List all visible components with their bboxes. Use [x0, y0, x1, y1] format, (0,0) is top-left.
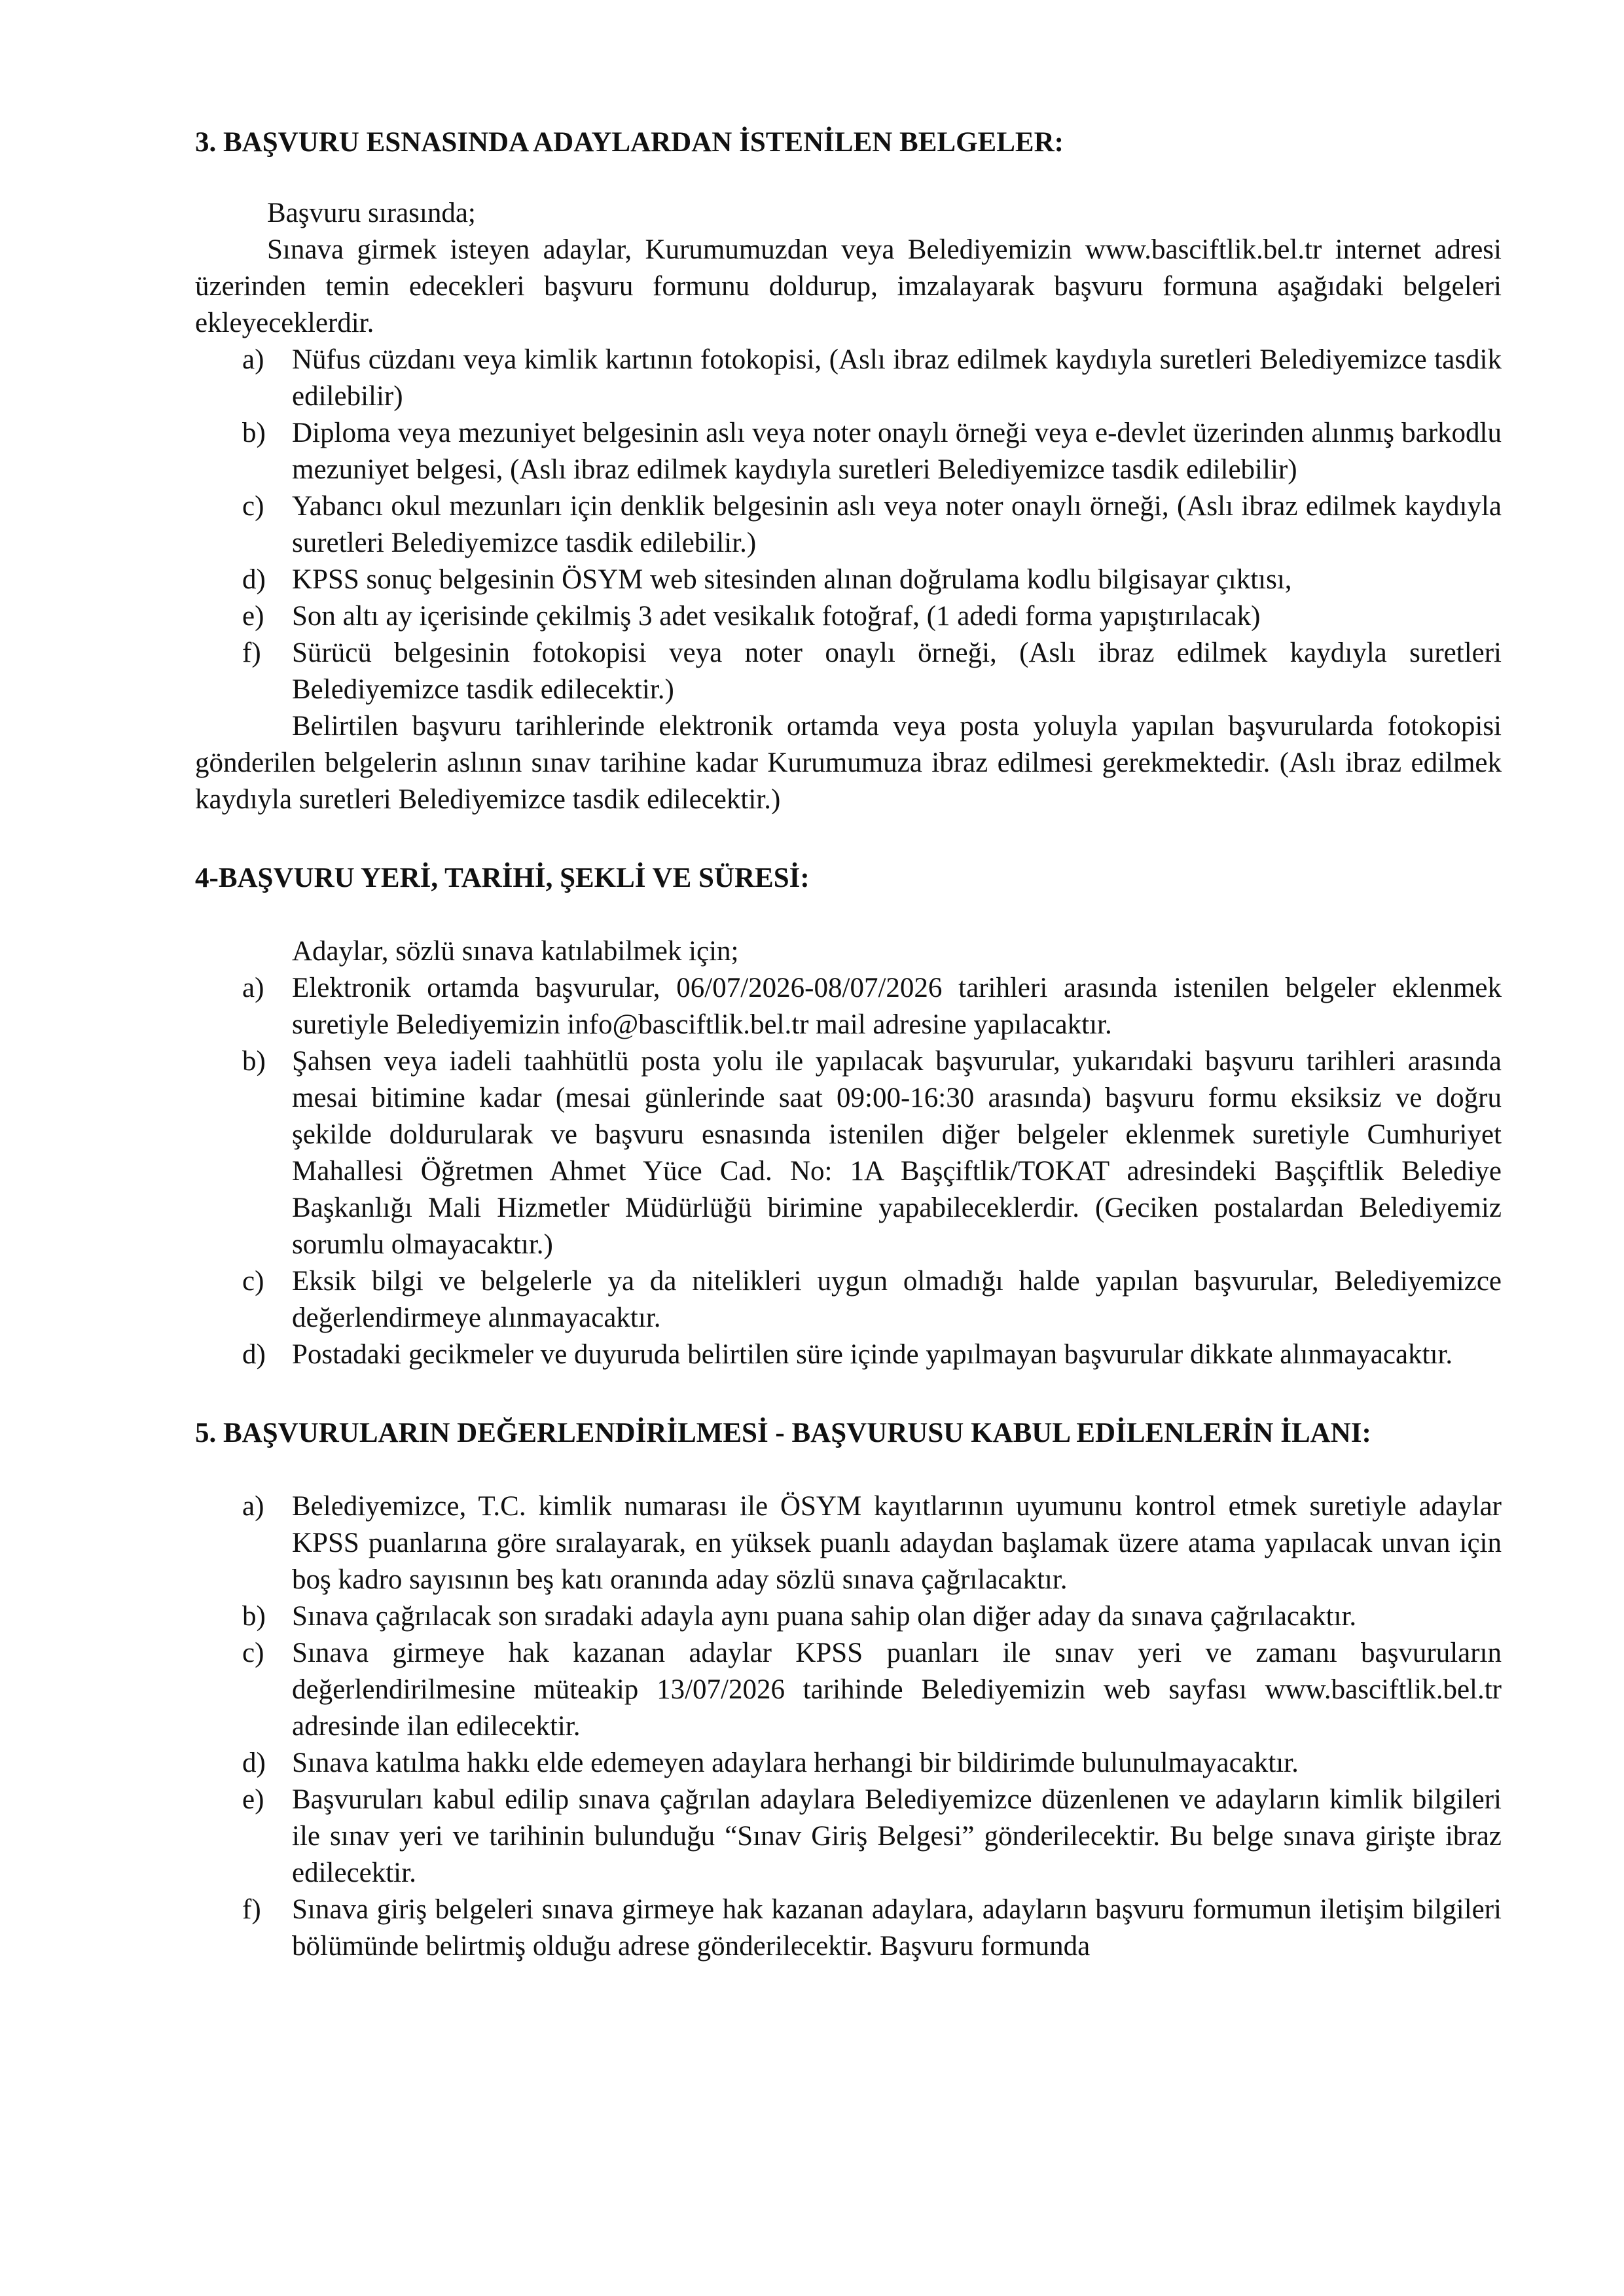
list-item-marker: f) — [242, 1894, 261, 1925]
list-item-text: Nüfus cüzdanı veya kimlik kartının fotokopisi, (Aslı ibraz edilmek kaydıyla suretleri Belediyemizce tasdik edilebilir) — [292, 344, 1502, 412]
list-item-marker: c) — [242, 1266, 264, 1297]
list-item-marker: d) — [242, 1748, 266, 1778]
section-5-list — [195, 1488, 1502, 1965]
list-item — [195, 562, 1502, 598]
list-item — [195, 598, 1502, 635]
list-item-marker: d) — [242, 1339, 266, 1370]
section-4-intro: Adaylar, sözlü sınava katılabilmek için; — [292, 936, 739, 967]
list-item-text: Elektronik ortamda başvurular, 06/07/2026-08/07/2026 tarihleri arasında istenilen belgeler eklenmek suretiyle Belediyemizin info@basciftlik.bel.tr mail adresine yapılacaktır. — [292, 973, 1502, 1040]
section-4 — [195, 860, 1502, 1373]
section-3-paragraph: Sınava girmek isteyen adaylar, Kurumumuzdan veya Belediyemizin www.basciftlik.bel.tr internet adresi üzerinden temin edecekleri başvuru formunu doldurup, imzalayarak başvuru formuna aşağıdaki belgeleri ekleyeceklerdir. — [195, 234, 1502, 338]
list-item-marker: a) — [242, 1491, 264, 1522]
list-item-text: Başvuruları kabul edilip sınava çağrılan adaylara Belediyemizce düzenlenen ve adayların kimlik bilgileri ile sınav yeri ve tarihinin bulunduğu “Sınav Giriş Belgesi” gönderilecektir. Bu belge sınava girişte ibraz edilecektir. — [292, 1784, 1502, 1888]
section-5-title: 5. BAŞVURULARIN DEĞERLENDİRİLMESİ - BAŞVURUSU KABUL EDİLENLERİN İLANI: — [195, 1418, 1371, 1448]
list-item-marker: e) — [242, 1784, 264, 1815]
list-item-text: Diploma veya mezuniyet belgesinin aslı veya noter onaylı örneği veya e-devlet üzerinden alınmış barkodlu mezuniyet belgesi, (Aslı ibraz edilmek kaydıyla suretleri Belediyemizce tasdik edilebilir) — [292, 418, 1502, 485]
section-3 — [195, 124, 1502, 818]
list-item — [195, 1488, 1502, 1598]
section-5 — [195, 1415, 1502, 1965]
list-item-marker: f) — [242, 637, 261, 668]
list-item-marker: b) — [242, 418, 266, 448]
section-3-title: 3. BAŞVURU ESNASINDA ADAYLARDAN İSTENİLEN BELGELER: — [195, 127, 1064, 158]
list-item — [195, 1635, 1502, 1745]
section-4-list — [195, 970, 1502, 1373]
list-item-text: Yabancı okul mezunları için denklik belgesinin aslı veya noter onaylı örneği, (Aslı ibraz edilmek kaydıyla suretleri Belediyemizce tasdik edilebilir.) — [292, 491, 1502, 558]
list-item-marker: a) — [242, 973, 264, 1003]
list-item-text: Sınava çağrılacak son sıradaki adayla aynı puana sahip olan diğer aday da sınava çağrılacaktır. — [292, 1601, 1357, 1632]
list-item — [195, 1598, 1502, 1635]
list-item-text: Sınava girmeye hak kazanan adaylar KPSS puanları ile sınav yeri ve zamanı başvuruların değerlendirilmesine müteakip 13/07/2026 tarihinde Belediyemizin web sayfası www.basciftlik.bel.tr adresinde ilan edilecektir. — [292, 1638, 1502, 1742]
list-item-marker: c) — [242, 1638, 264, 1668]
list-item-text: KPSS sonuç belgesinin ÖSYM web sitesinden alınan doğrulama kodlu bilgisayar çıktısı, — [292, 564, 1292, 595]
section-3-closing: Belirtilen başvuru tarihlerinde elektronik ortamda veya posta yoluyla yapılan başvurularda fotokopisi gönderilen belgelerin aslının sınav tarihine kadar Kurumumuza ibraz edilmesi gerekmektedir. (Aslı ibraz edilmek kaydıyla suretleri Belediyemizce tasdik edilecektir.) — [195, 711, 1502, 815]
list-item-marker: a) — [242, 344, 264, 375]
list-item — [195, 635, 1502, 708]
list-item-text: Sınava giriş belgeleri sınava girmeye hak kazanan adaylara, adayların başvuru formumun iletişim bilgileri bölümünde belirtmiş olduğu adrese gönderilecektir. Başvuru formunda — [292, 1894, 1502, 1962]
list-item — [195, 1263, 1502, 1336]
list-item — [195, 1892, 1502, 1965]
section-4-title: 4-BAŞVURU YERİ, TARİHİ, ŞEKLİ VE SÜRESİ: — [195, 863, 810, 893]
list-item — [195, 342, 1502, 415]
list-item-text: Son altı ay içerisinde çekilmiş 3 adet vesikalık fotoğraf, (1 adedi forma yapıştırılacak) — [292, 601, 1261, 632]
list-item — [195, 488, 1502, 562]
list-item-marker: b) — [242, 1046, 266, 1077]
list-item-text: Şahsen veya iadeli taahhütlü posta yolu ile yapılacak başvurular, yukarıdaki başvuru tarihleri arasında mesai bitimine kadar (mesai günlerinde saat 09:00-16:30 arasında) başvuru formu eksiksiz ve doğru şekilde doldurularak ve başvuru esnasında istenilen diğer belgeler eklenmek suretiyle Cumhuriyet Mahallesi Öğretmen Ahmet Yüce Cad. No: 1A Başçiftlik/TOKAT adresindeki Başçiftlik Belediye Başkanlığı Mali Hizmetler Müdürlüğü birimine yapabileceklerdir. (Geciken postalardan Belediyemiz sorumlu olmayacaktır.) — [292, 1046, 1502, 1260]
list-item-text: Sürücü belgesinin fotokopisi veya noter onaylı örneği, (Aslı ibraz edilmek kaydıyla suretleri Belediyemizce tasdik edilecektir.) — [292, 637, 1502, 705]
section-3-intro: Başvuru sırasında; — [267, 198, 476, 228]
list-item-marker: c) — [242, 491, 264, 522]
list-item — [195, 1336, 1502, 1373]
list-item-marker: d) — [242, 564, 266, 595]
list-item — [195, 1782, 1502, 1892]
list-item-text: Postadaki gecikmeler ve duyuruda belirtilen süre içinde yapılmayan başvurular dikkate alınmayacaktır. — [292, 1339, 1453, 1370]
list-item-text: Sınava katılma hakkı elde edemeyen adaylara herhangi bir bildirimde bulunulmayacaktır. — [292, 1748, 1299, 1778]
list-item-text: Belediyemizce, T.C. kimlik numarası ile ÖSYM kayıtlarının uyumunu kontrol etmek suretiyle adaylar KPSS puanlarına göre sıralayarak, en yüksek puanlı adaydan başlamak üzere atama yapılacak unvan için boş kadro sayısının beş katı oranında aday sözlü sınava çağrılacaktır. — [292, 1491, 1502, 1595]
list-item — [195, 1745, 1502, 1782]
section-3-list — [195, 342, 1502, 708]
list-item — [195, 970, 1502, 1043]
list-item — [195, 415, 1502, 488]
list-item-marker: e) — [242, 601, 264, 632]
list-item — [195, 1043, 1502, 1263]
list-item-marker: b) — [242, 1601, 266, 1632]
list-item-text: Eksik bilgi ve belgelerle ya da nitelikleri uygun olmadığı halde yapılan başvurular, Belediyemizce değerlendirmeye alınmayacaktır. — [292, 1266, 1502, 1333]
